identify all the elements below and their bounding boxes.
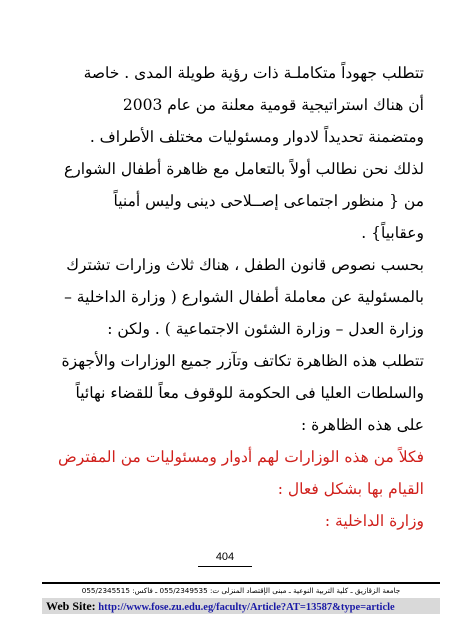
body-line-4: لذلك نحن نطالب أولاً بالتعامل مع ظاهرة أطفال الشوارع: [63, 160, 424, 178]
body-line-10: تتطلب هذه الظاهرة تكاتف وتآزر جميع الوزارات والأجهزة: [61, 352, 424, 370]
page-number: 404: [215, 551, 235, 563]
footer-website-bar: [42, 598, 440, 614]
body-line-2: أن هناك استراتيجية قومية معلنة من عام 2003: [122, 96, 424, 114]
website-label: Web Site:: [46, 599, 96, 613]
section-heading: وزارة الداخلية :: [324, 512, 424, 530]
page-number-rule: [198, 566, 252, 567]
footer-institution-text: جامعة الزقازيق ـ كلية التربية النوعية ـ مبنى الإقتصاد المنزلى ت: 055/2349535 ـ فاكس: 055/2345515: [81, 586, 401, 595]
body-line-7: بحسب نصوص قانون الطفل ، هناك ثلاث وزارات تشترك: [66, 256, 424, 274]
body-line-5: من { منظور اجتماعى إصــلاحى دينى وليس أمنياً: [113, 192, 424, 210]
body-line-9: وزارة العدل – وزارة الشئون الاجتماعية ) . ولكن :: [107, 320, 424, 338]
body-line-6: وعقابياً} .: [361, 224, 424, 242]
body-line-3: ومتضمنة تحديداً لادوار ومسئوليات مختلف الأطراف .: [89, 128, 424, 146]
body-line-11: والسلطات العليا فى الحكومة للوقوف معاً للقضاء نهائياً: [75, 384, 424, 402]
highlight-line-1: فكلاً من هذه الوزارات لهم أدوار ومسئوليات من المفترض: [58, 448, 424, 466]
website-link[interactable]: http://www.fose.zu.edu.eg/faculty/Article?AT=13587&type=article: [98, 602, 395, 613]
body-line-12: على هذه الظاهرة :: [300, 416, 424, 434]
footer-divider: [42, 582, 440, 584]
highlight-line-2: القيام بها بشكل فعال :: [277, 480, 424, 498]
body-line-1: تتطلب جهوداً متكاملـة ذات رؤية طويلة المدى . خاصة: [83, 64, 424, 82]
body-line-8: بالمسئولية عن معاملة أطفال الشوارع ( وزارة الداخلية –: [64, 288, 424, 306]
